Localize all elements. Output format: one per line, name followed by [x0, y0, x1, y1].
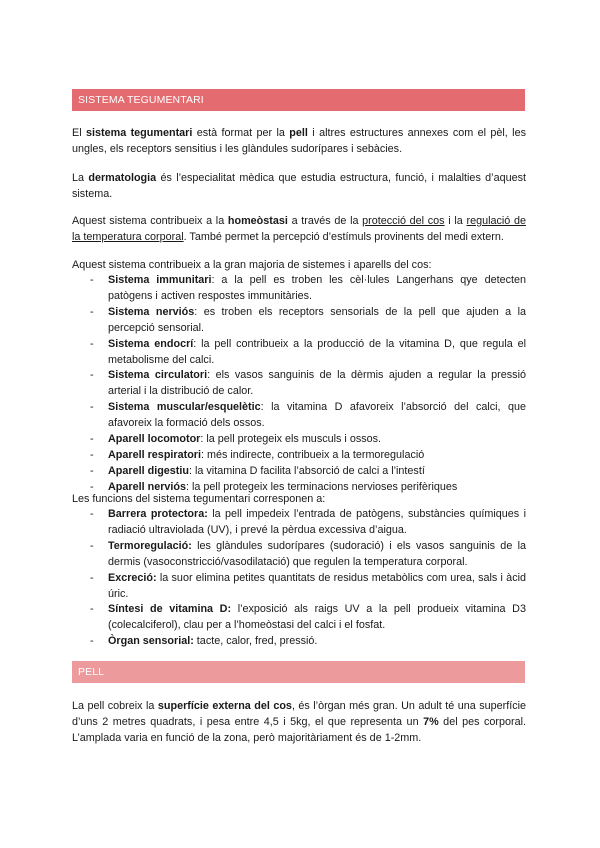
- list-item: [72, 305, 526, 337]
- list-item: [72, 539, 526, 571]
- text: : més indirecte, contribueix a la termoregulació: [201, 448, 425, 461]
- text: : la vitamina D facilita l’absorció de calci a l’intestí: [189, 464, 425, 477]
- text: del pes corporal. L’amplada varia en funció de la zona, però majoritàriament és de 1-2mm.: [72, 716, 527, 744]
- text: i la: [444, 215, 467, 227]
- bold-term: Sistema endocrí: [108, 337, 194, 350]
- bold-term: Aparell locomotor: [108, 433, 201, 446]
- paragraph-systems-intro: [72, 257, 526, 273]
- systems-list: [72, 273, 526, 496]
- bold-term: 7%: [423, 716, 439, 728]
- text: la suor elimina petites quantitats de residus metabòlics com urea, sals i àcid úric.: [108, 571, 526, 600]
- text: i altres estructures annexes com el pèl, les ungles, els receptors sensitius i les glàndules sudorípares i sebàcies.: [72, 127, 526, 155]
- underlined-term: protecció del cos: [362, 215, 445, 227]
- text: Aquest sistema contribueix a la gran majoria de sistemes i aparells del cos:: [72, 259, 432, 271]
- section-title: PELL: [78, 666, 105, 678]
- text: la pell impedeix l’entrada de patògens, substàncies químiques i radiació ultraviolada (UV), i prevé la pèrdua excessiva d’aigua.: [108, 508, 527, 536]
- bold-term: dermatologia: [88, 172, 157, 184]
- text: : la pell protegeix les terminacions nervioses perifèriques: [186, 480, 458, 493]
- bold-term: Sistema nerviós: [108, 305, 195, 318]
- bold-term: Aparell digestiu: [108, 464, 189, 477]
- paragraph-intro: [72, 125, 526, 157]
- text: : a la pell es troben les cèl·lules Langerhans qye detecten patògens i activen respostes immunitàries.: [108, 274, 527, 302]
- text: La pell cobreix la: [72, 700, 158, 712]
- bold-term: Barrera protectora:: [108, 508, 208, 520]
- bold-term: Excreció:: [108, 571, 157, 584]
- paragraph-homeostasi: [72, 213, 526, 245]
- section-header-pell: [72, 661, 525, 683]
- paragraph-dermatologia: [72, 170, 526, 202]
- text: : es troben els receptors sensorials de la pell que ajuden a la percepció sensorial.: [108, 305, 526, 334]
- list-item: [72, 571, 526, 603]
- text: : la pell protegeix els musculs i ossos.: [200, 433, 382, 446]
- text: El: [72, 127, 86, 139]
- section-header-sistema-tegumentari: [72, 89, 525, 111]
- list-item: [72, 432, 526, 448]
- text: les glàndules sudorípares (sudoració) i els vasos sanguinis de la dermis (vasoconstricció/vasodilatació) que regulen la temperatura corporal.: [108, 539, 526, 568]
- text: . També permet la percepció d’estímuls provinents del medi extern.: [183, 231, 504, 243]
- bold-term: Aparell nerviós: [108, 480, 187, 493]
- underlined-term: regulació de la temperatura corporal: [72, 215, 526, 243]
- list-item: [72, 602, 526, 634]
- functions-list: [72, 507, 526, 650]
- text: l’exposició als raigs UV a la pell produeix vitamina D3 (colecalciferol), clau per a l’homeòstasi del calci i el fosfat.: [108, 603, 526, 632]
- text: La: [72, 172, 89, 184]
- bold-term: homeòstasi: [227, 215, 288, 227]
- paragraph-pell: [72, 698, 526, 746]
- bold-term: Sistema circulatori: [108, 369, 208, 382]
- bold-term: Òrgan sensorial:: [108, 635, 194, 648]
- list-item: [72, 634, 526, 650]
- text: Les funcions del sistema tegumentari corresponen a:: [72, 493, 326, 505]
- text: està format per la: [192, 127, 290, 139]
- text: : els vasos sanguinis de la dèrmis ajuden a regular la pressió arterial i la distribució de calor.: [108, 369, 526, 398]
- bold-term: Síntesi de vitamina D:: [108, 603, 232, 616]
- bold-term: Sistema muscular/esquelètic: [108, 401, 261, 414]
- text: Aquest sistema contribueix a la: [72, 215, 228, 227]
- text: : la vitamina D afavoreix l’absorció del calci, que afavoreix la formació dels ossos.: [108, 401, 526, 430]
- bold-term: Termoregulació:: [108, 539, 192, 552]
- list-item: [72, 400, 526, 432]
- bold-term: pell: [289, 127, 308, 139]
- section-title: SISTEMA TEGUMENTARI: [78, 94, 204, 106]
- paragraph-functions-intro: [72, 491, 526, 507]
- text: : la pell contribueix a la producció de la vitamina D, que regula el metabolisme del calci.: [108, 337, 526, 366]
- bold-term: superfície externa del cos: [157, 700, 292, 712]
- text: tacte, calor, fred, pressió.: [193, 635, 318, 648]
- list-item: [72, 368, 526, 400]
- bold-term: Sistema immunitari: [108, 274, 212, 286]
- text: , és l’òrgan més gran. Un adult té una superfície d’uns 2 metres quadrats, i pesa entre 4,5 i 5kg, el que representa un: [72, 700, 526, 728]
- list-item: [72, 337, 526, 369]
- list-item: [72, 273, 526, 305]
- list-item: [72, 464, 526, 480]
- text: és l’especialitat mèdica que estudia estructura, funció, i malalties d’aquest sistema.: [72, 172, 526, 200]
- text: a través de la: [287, 215, 363, 227]
- list-item: [72, 448, 526, 464]
- bold-term: Aparell respiratori: [108, 448, 202, 461]
- list-item: [72, 507, 526, 539]
- bold-term: sistema tegumentari: [85, 127, 193, 139]
